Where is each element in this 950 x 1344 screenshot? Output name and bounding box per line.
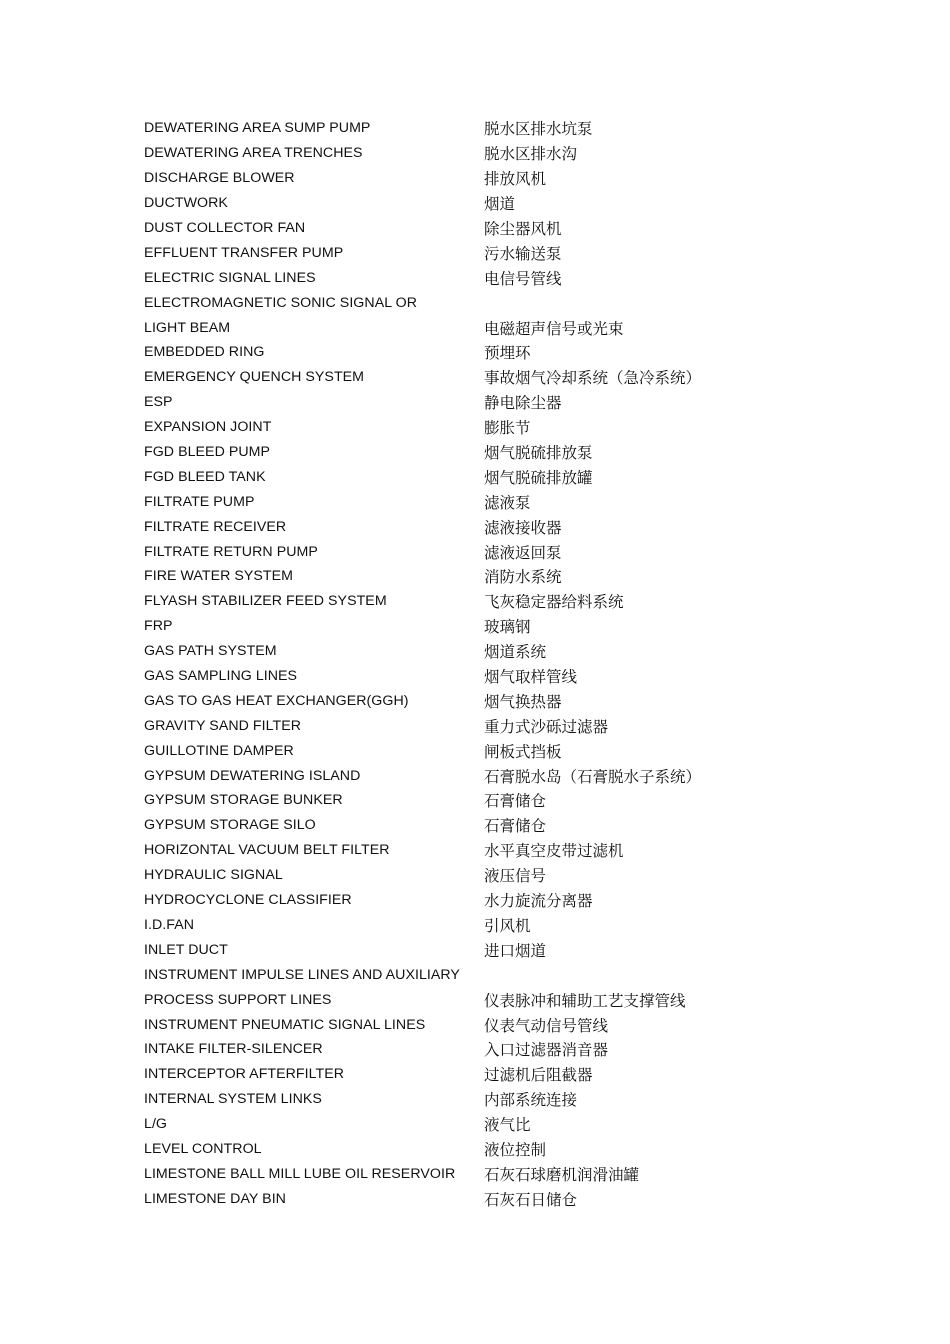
chinese-term: 排放风机 (484, 170, 547, 189)
glossary-row (144, 191, 844, 216)
glossary-row (144, 340, 844, 365)
glossary-row (144, 1012, 844, 1037)
english-term: LIMESTONE BALL MILL LUBE OIL RESERVOIR (144, 1165, 456, 1182)
english-term: FGD BLEED TANK (144, 468, 266, 485)
glossary-row (144, 1137, 844, 1162)
chinese-term: 液位控制 (484, 1140, 547, 1159)
english-term: FILTRATE RETURN PUMP (144, 543, 318, 560)
english-term: LIGHT BEAM (144, 319, 231, 336)
english-term: GYPSUM STORAGE BUNKER (144, 792, 343, 809)
english-term: HYDRAULIC SIGNAL (144, 867, 283, 884)
english-term: GAS SAMPLING LINES (144, 668, 298, 685)
chinese-term: 消防水系统 (484, 568, 562, 587)
glossary-row (144, 1087, 844, 1112)
glossary-row (144, 464, 844, 489)
glossary-row (144, 863, 844, 888)
chinese-term: 重力式沙砾过滤器 (484, 717, 609, 736)
chinese-term: 玻璃钢 (484, 618, 531, 637)
glossary-table (144, 116, 844, 1211)
chinese-term: 烟道系统 (484, 643, 547, 662)
english-term: LEVEL CONTROL (144, 1140, 262, 1157)
english-term: GAS TO GAS HEAT EXCHANGER(GGH) (144, 692, 409, 709)
english-term: FILTRATE PUMP (144, 493, 255, 510)
glossary-row (144, 688, 844, 713)
chinese-term: 电信号管线 (484, 269, 562, 288)
chinese-term: 脱水区排水沟 (484, 145, 578, 164)
glossary-row (144, 788, 844, 813)
glossary-row (144, 1062, 844, 1087)
chinese-term: 滤液接收器 (484, 518, 562, 537)
glossary-row (144, 763, 844, 788)
chinese-term: 引风机 (484, 916, 531, 935)
chinese-term: 烟气换热器 (484, 692, 562, 711)
english-term: EMBEDDED RING (144, 344, 265, 361)
english-term: ELECTROMAGNETIC SONIC SIGNAL OR (144, 294, 417, 311)
glossary-row (144, 713, 844, 738)
english-term: INTAKE FILTER-SILENCER (144, 1041, 323, 1058)
chinese-term: 仪表气动信号管线 (484, 1016, 609, 1035)
english-term: HYDROCYCLONE CLASSIFIER (144, 892, 352, 909)
chinese-term: 烟道 (484, 195, 516, 214)
english-term: FIRE WATER SYSTEM (144, 568, 294, 585)
chinese-term: 进口烟道 (484, 941, 547, 960)
chinese-term: 烟气取样管线 (484, 668, 578, 687)
english-term: LIMESTONE DAY BIN (144, 1190, 286, 1207)
chinese-term: 内部系统连接 (484, 1091, 578, 1110)
glossary-row (144, 987, 844, 1012)
chinese-term: 滤液泵 (484, 493, 531, 512)
english-term: DEWATERING AREA TRENCHES (144, 145, 363, 162)
chinese-term: 石膏储仓 (484, 817, 547, 836)
english-term: HORIZONTAL VACUUM BELT FILTER (144, 842, 390, 859)
glossary-row (144, 166, 844, 191)
english-term: GRAVITY SAND FILTER (144, 717, 302, 734)
english-term: INTERCEPTOR AFTERFILTER (144, 1066, 345, 1083)
glossary-row (144, 1186, 844, 1211)
glossary-row (144, 962, 844, 987)
chinese-term: 闸板式挡板 (484, 742, 562, 761)
chinese-term: 预埋环 (484, 344, 531, 363)
english-term: DUCTWORK (144, 195, 228, 212)
glossary-row (144, 614, 844, 639)
glossary-row (144, 240, 844, 265)
english-term: I.D.FAN (144, 916, 195, 933)
glossary-row (144, 937, 844, 962)
chinese-term: 滤液返回泵 (484, 543, 562, 562)
glossary-row (144, 365, 844, 390)
glossary-row (144, 390, 844, 415)
english-term: GYPSUM DEWATERING ISLAND (144, 767, 361, 784)
glossary-row (144, 813, 844, 838)
glossary-row (144, 489, 844, 514)
glossary-row (144, 1037, 844, 1062)
glossary-row (144, 838, 844, 863)
chinese-term: 污水输送泵 (484, 244, 562, 263)
english-term: PROCESS SUPPORT LINES (144, 991, 332, 1008)
chinese-term: 水力旋流分离器 (484, 892, 593, 911)
english-term: ELECTRIC SIGNAL LINES (144, 269, 316, 286)
chinese-term: 仪表脉冲和辅助工艺支撑管线 (484, 991, 686, 1010)
english-term: FILTRATE RECEIVER (144, 518, 287, 535)
glossary-row (144, 290, 844, 315)
english-term: EMERGENCY QUENCH SYSTEM (144, 369, 365, 386)
english-term: DISCHARGE BLOWER (144, 170, 295, 187)
chinese-term: 膨胀节 (484, 419, 531, 438)
chinese-term: 烟气脱硫排放泵 (484, 444, 593, 463)
glossary-row (144, 415, 844, 440)
glossary-row (144, 141, 844, 166)
glossary-row (144, 738, 844, 763)
english-term: INLET DUCT (144, 941, 228, 958)
english-term: DEWATERING AREA SUMP PUMP (144, 120, 371, 137)
chinese-term: 飞灰稳定器给料系统 (484, 593, 624, 612)
chinese-term: 电磁超声信号或光束 (484, 319, 624, 338)
english-term: GAS PATH SYSTEM (144, 643, 277, 660)
english-term: INSTRUMENT IMPULSE LINES AND AUXILIARY (144, 966, 460, 983)
english-term: L/G (144, 1116, 168, 1133)
english-term: FRP (144, 618, 173, 635)
glossary-row (144, 888, 844, 913)
chinese-term: 石膏储仓 (484, 792, 547, 811)
chinese-term: 液压信号 (484, 867, 547, 886)
chinese-term: 水平真空皮带过滤机 (484, 842, 624, 861)
english-term: GYPSUM STORAGE SILO (144, 817, 316, 834)
glossary-row (144, 1112, 844, 1137)
english-term: FLYASH STABILIZER FEED SYSTEM (144, 593, 387, 610)
chinese-term: 石灰石日储仓 (484, 1190, 578, 1209)
glossary-row (144, 116, 844, 141)
chinese-term: 液气比 (484, 1116, 531, 1135)
glossary-row (144, 539, 844, 564)
chinese-term: 脱水区排水坑泵 (484, 120, 593, 139)
glossary-row (144, 315, 844, 340)
glossary-row (144, 913, 844, 938)
english-term: GUILLOTINE DAMPER (144, 742, 294, 759)
english-term: EFFLUENT TRANSFER PUMP (144, 244, 344, 261)
chinese-term: 烟气脱硫排放罐 (484, 468, 593, 487)
glossary-row (144, 440, 844, 465)
glossary-row (144, 514, 844, 539)
glossary-row (144, 216, 844, 241)
english-term: INTERNAL SYSTEM LINKS (144, 1091, 322, 1108)
chinese-term: 静电除尘器 (484, 394, 562, 413)
chinese-term: 入口过滤器消音器 (484, 1041, 609, 1060)
english-term: EXPANSION JOINT (144, 419, 272, 436)
glossary-row (144, 265, 844, 290)
chinese-term: 除尘器风机 (484, 220, 562, 238)
glossary-row (144, 1161, 844, 1186)
glossary-row (144, 564, 844, 589)
english-term: INSTRUMENT PNEUMATIC SIGNAL LINES (144, 1016, 426, 1033)
chinese-term: 过滤机后阻截器 (484, 1066, 593, 1085)
english-term: FGD BLEED PUMP (144, 444, 271, 461)
english-term: ESP (144, 394, 173, 411)
glossary-row (144, 589, 844, 614)
chinese-term: 石灰石球磨机润滑油罐 (484, 1165, 640, 1184)
chinese-term: 石膏脱水岛（石膏脱水子系统） (484, 767, 702, 786)
english-term: DUST COLLECTOR FAN (144, 220, 306, 236)
glossary-row (144, 639, 844, 664)
glossary-row (144, 664, 844, 689)
chinese-term: 事故烟气冷却系统（急冷系统） (484, 369, 702, 388)
